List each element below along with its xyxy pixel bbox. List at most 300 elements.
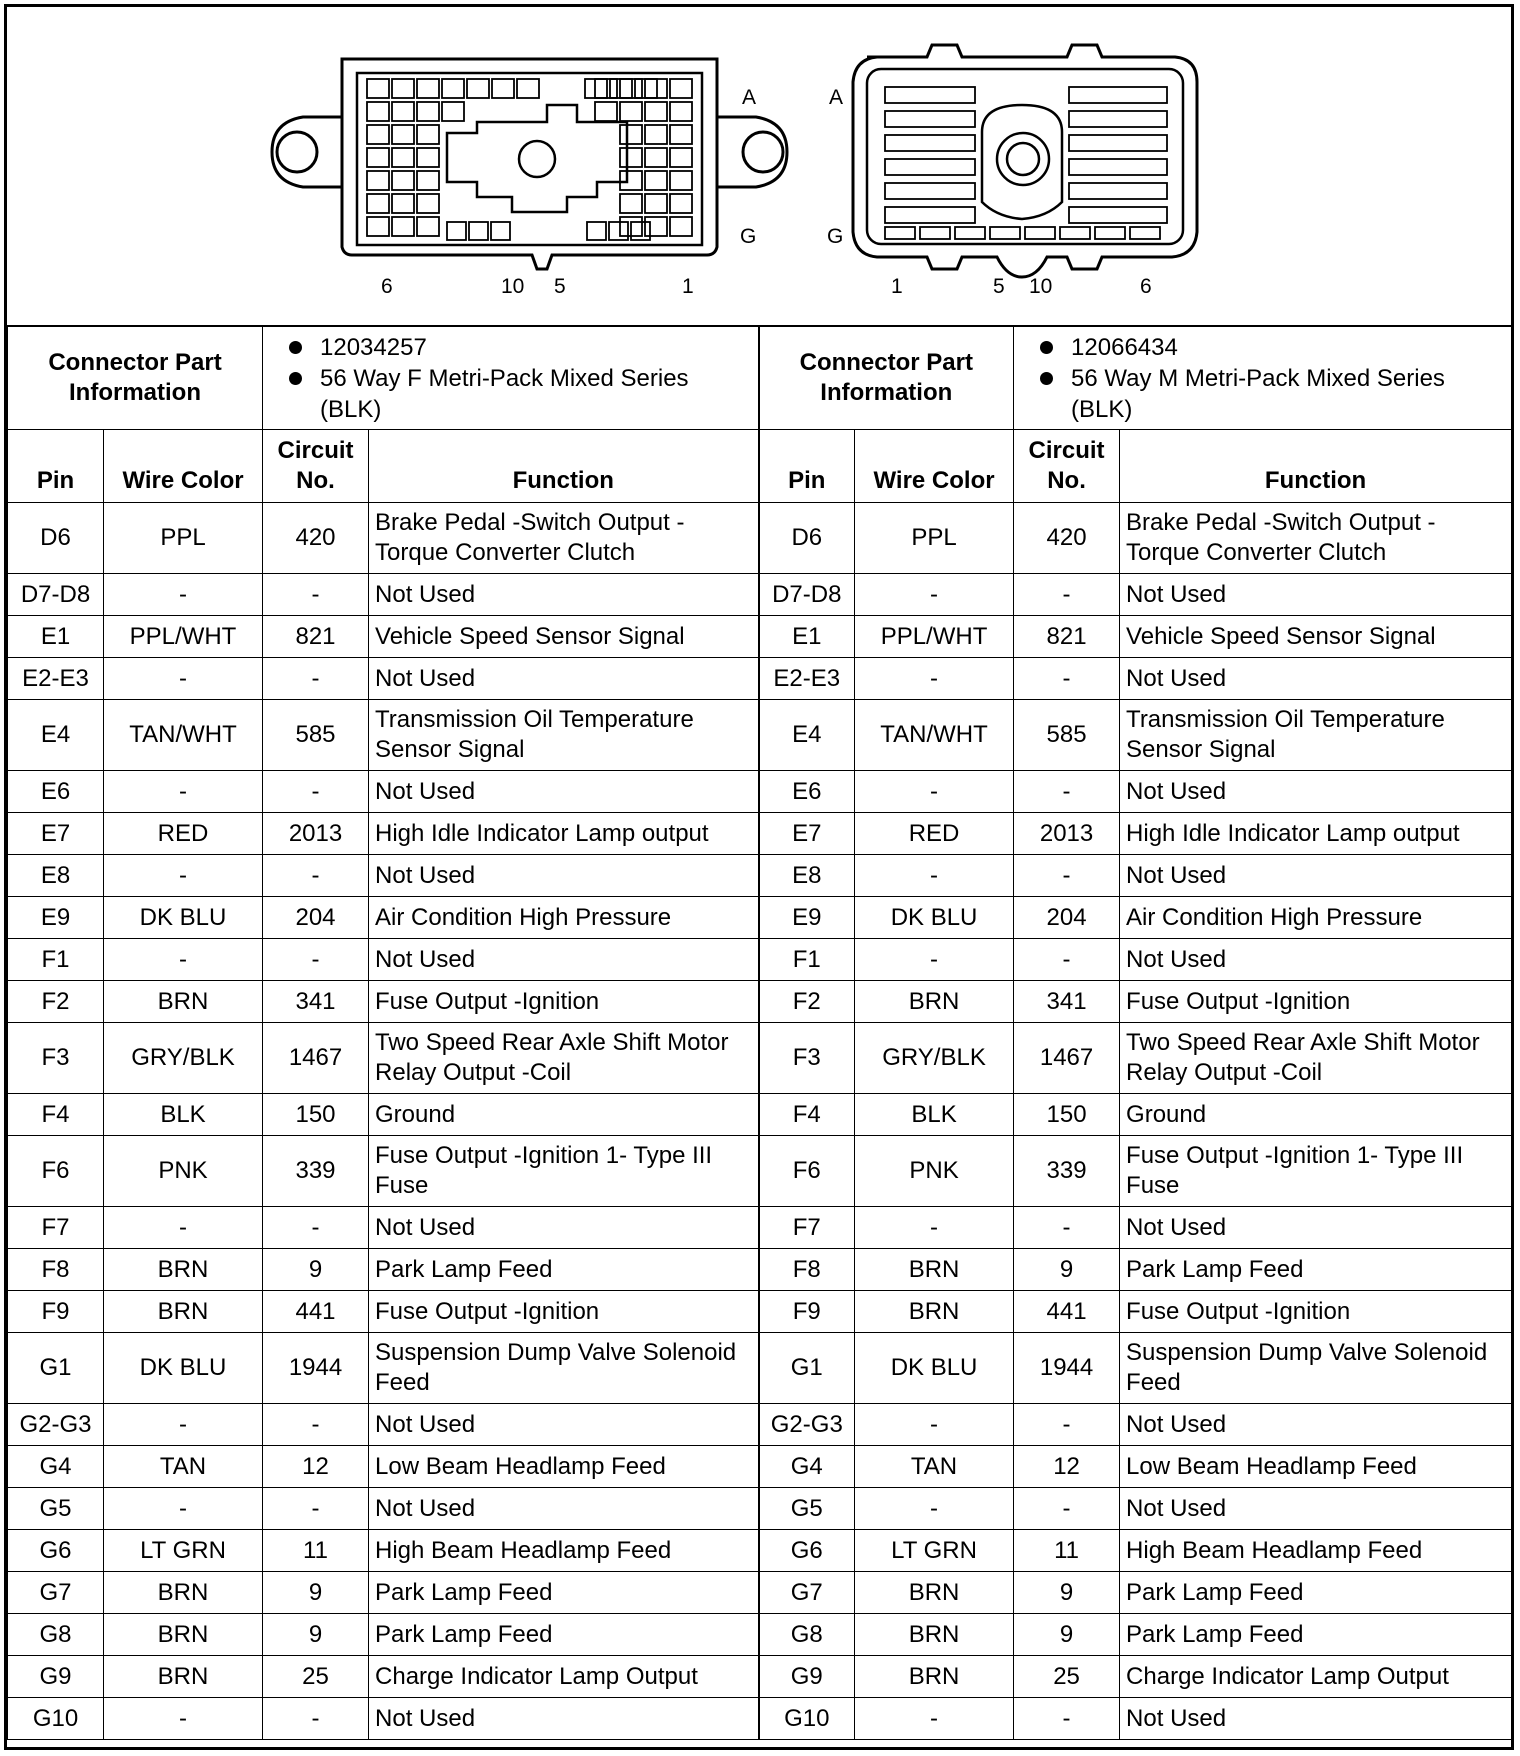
- right-wire-color-cell: -: [855, 1404, 1014, 1446]
- terminal-cavity: [1095, 227, 1125, 239]
- terminal-cavity: [885, 87, 975, 103]
- left-wire-color-cell: -: [104, 1404, 263, 1446]
- table-row: [8, 574, 1512, 616]
- right-circuit-cell: 25: [1014, 1656, 1120, 1698]
- terminal-cavity: [467, 79, 489, 98]
- left-pin-label-6: 6: [381, 275, 393, 298]
- right-wire-color-cell: -: [855, 1207, 1014, 1249]
- left-function-cell: Ground: [369, 1094, 759, 1136]
- right-function-cell: Charge Indicator Lamp Output: [1120, 1656, 1512, 1698]
- left-wire-color-cell: DK BLU: [104, 1333, 263, 1404]
- table-row: [8, 813, 1512, 855]
- left-pin-cell: D6: [8, 503, 104, 574]
- terminal-cavity: [1060, 227, 1090, 239]
- right-pin-cell: F2: [759, 981, 855, 1023]
- left-function-cell: Two Speed Rear Axle Shift Motor Relay Output -Coil: [369, 1023, 759, 1094]
- left-pin-cell: E2-E3: [8, 658, 104, 700]
- right-header-pin: Pin: [759, 430, 855, 503]
- terminal-cavity: [392, 79, 414, 98]
- left-wire-color-cell: BRN: [104, 1249, 263, 1291]
- table-row: [8, 855, 1512, 897]
- left-pin-label-5: 5: [554, 275, 566, 298]
- left-function-cell: Not Used: [369, 855, 759, 897]
- right-wire-color-cell: BLK: [855, 1094, 1014, 1136]
- terminal-cavity: [367, 217, 389, 236]
- right-pin-cell: E9: [759, 897, 855, 939]
- terminal-cavity: [670, 125, 692, 144]
- left-circuit-cell: 585: [263, 700, 369, 771]
- table-row: [8, 1404, 1512, 1446]
- left-pin-cell: E9: [8, 897, 104, 939]
- left-circuit-cell: 9: [263, 1572, 369, 1614]
- left-bottom-row-label: G: [740, 225, 757, 248]
- left-circuit-cell: -: [263, 658, 369, 700]
- left-pin-cell: G9: [8, 1656, 104, 1698]
- left-function-cell: Charge Indicator Lamp Output: [369, 1656, 759, 1698]
- right-function-cell: Not Used: [1120, 855, 1512, 897]
- terminal-cavity: [1069, 135, 1167, 151]
- right-circuit-cell: -: [1014, 939, 1120, 981]
- right-wire-color-cell: DK BLU: [855, 897, 1014, 939]
- left-function-cell: High Beam Headlamp Feed: [369, 1530, 759, 1572]
- right-pin-cell: G5: [759, 1488, 855, 1530]
- right-circuit-cell: -: [1014, 771, 1120, 813]
- table-row: [8, 981, 1512, 1023]
- left-function-cell: Not Used: [369, 1207, 759, 1249]
- terminal-cavity: [492, 79, 514, 98]
- left-wire-color-cell: BRN: [104, 1291, 263, 1333]
- left-circuit-cell: -: [263, 855, 369, 897]
- table-row: [8, 771, 1512, 813]
- terminal-cavity: [587, 222, 606, 240]
- right-info-details: [1014, 326, 1512, 430]
- right-wire-color-cell: BRN: [855, 1291, 1014, 1333]
- left-part-description: 56 Way F Metri-Pack Mixed Series (BLK): [320, 365, 689, 423]
- right-bottom-row-label: G: [827, 225, 844, 248]
- right-pin-cell: G9: [759, 1656, 855, 1698]
- right-circuit-cell: -: [1014, 574, 1120, 616]
- column-header-row: [8, 430, 1512, 503]
- left-circuit-cell: -: [263, 1698, 369, 1740]
- right-pin-label-6: 6: [1140, 275, 1152, 298]
- connector-diagrams: [7, 7, 1511, 327]
- right-wire-color-cell: PPL: [855, 503, 1014, 574]
- left-pin-cell: E4: [8, 700, 104, 771]
- right-circuit-cell: 1944: [1014, 1333, 1120, 1404]
- bullet-icon: [1040, 372, 1053, 385]
- right-circuit-cell: 821: [1014, 616, 1120, 658]
- terminal-cavity: [920, 227, 950, 239]
- left-function-cell: Fuse Output -Ignition 1- Type III Fuse: [369, 1136, 759, 1207]
- left-pin-cell: E6: [8, 771, 104, 813]
- terminal-cavity: [417, 102, 439, 121]
- left-function-cell: Park Lamp Feed: [369, 1614, 759, 1656]
- left-info-details: [263, 326, 759, 430]
- table-row: [8, 897, 1512, 939]
- left-circuit-cell: 2013: [263, 813, 369, 855]
- terminal-cavity: [417, 217, 439, 236]
- left-pin-cell: G6: [8, 1530, 104, 1572]
- table-row: [8, 1530, 1512, 1572]
- right-header-wire-color: Wire Color: [855, 430, 1014, 503]
- left-wire-color-cell: -: [104, 939, 263, 981]
- right-wire-color-cell: BRN: [855, 1249, 1014, 1291]
- right-pin-cell: E6: [759, 771, 855, 813]
- right-function-cell: Two Speed Rear Axle Shift Motor Relay Output -Coil: [1120, 1023, 1512, 1094]
- left-pin-cell: F4: [8, 1094, 104, 1136]
- left-wire-color-cell: TAN: [104, 1446, 263, 1488]
- right-circuit-cell: -: [1014, 1207, 1120, 1249]
- left-circuit-cell: -: [263, 574, 369, 616]
- right-circuit-cell: 9: [1014, 1572, 1120, 1614]
- left-function-cell: Not Used: [369, 1488, 759, 1530]
- right-function-cell: Low Beam Headlamp Feed: [1120, 1446, 1512, 1488]
- left-function-cell: Park Lamp Feed: [369, 1249, 759, 1291]
- table-row: [8, 1291, 1512, 1333]
- right-pin-cell: G8: [759, 1614, 855, 1656]
- terminal-cavity: [670, 79, 692, 98]
- right-circuit-cell: 1467: [1014, 1023, 1120, 1094]
- terminal-cavity: [620, 79, 642, 98]
- left-pin-cell: G4: [8, 1446, 104, 1488]
- terminal-cavity: [885, 111, 975, 127]
- terminal-cavity: [367, 194, 389, 213]
- right-pin-label-1: 1: [891, 275, 903, 298]
- right-top-row-label: A: [829, 86, 844, 109]
- left-wire-color-cell: BRN: [104, 981, 263, 1023]
- left-function-cell: High Idle Indicator Lamp output: [369, 813, 759, 855]
- right-circuit-cell: -: [1014, 1404, 1120, 1446]
- right-wire-color-cell: -: [855, 658, 1014, 700]
- left-pin-cell: G2-G3: [8, 1404, 104, 1446]
- left-circuit-cell: 1467: [263, 1023, 369, 1094]
- left-circuit-cell: 12: [263, 1446, 369, 1488]
- right-pin-cell: F3: [759, 1023, 855, 1094]
- right-circuit-cell: 204: [1014, 897, 1120, 939]
- terminal-cavity: [392, 102, 414, 121]
- left-function-cell: Not Used: [369, 1404, 759, 1446]
- left-wire-color-cell: -: [104, 658, 263, 700]
- terminal-cavity: [1069, 111, 1167, 127]
- left-pin-cell: E7: [8, 813, 104, 855]
- terminal-cavity: [392, 125, 414, 144]
- left-circuit-cell: 441: [263, 1291, 369, 1333]
- left-wire-color-cell: GRY/BLK: [104, 1023, 263, 1094]
- right-function-cell: Brake Pedal -Switch Output - Torque Converter Clutch: [1120, 503, 1512, 574]
- terminal-cavity: [469, 222, 488, 240]
- right-pin-cell: G4: [759, 1446, 855, 1488]
- terminal-cavity: [392, 217, 414, 236]
- right-pin-cell: D7-D8: [759, 574, 855, 616]
- left-wire-color-cell: RED: [104, 813, 263, 855]
- right-wire-color-cell: GRY/BLK: [855, 1023, 1014, 1094]
- left-circuit-cell: -: [263, 1207, 369, 1249]
- left-pin-cell: G5: [8, 1488, 104, 1530]
- left-function-cell: Vehicle Speed Sensor Signal: [369, 616, 759, 658]
- terminal-cavity: [990, 227, 1020, 239]
- terminal-cavity: [955, 227, 985, 239]
- right-pin-cell: F6: [759, 1136, 855, 1207]
- left-circuit-cell: 420: [263, 503, 369, 574]
- right-wire-color-cell: -: [855, 771, 1014, 813]
- left-pin-cell: F6: [8, 1136, 104, 1207]
- terminal-cavity: [442, 102, 464, 121]
- left-header-circuit: Circuit No.: [263, 430, 369, 503]
- bullet-icon: [289, 341, 302, 354]
- right-function-cell: Park Lamp Feed: [1120, 1614, 1512, 1656]
- right-wire-color-cell: PPL/WHT: [855, 616, 1014, 658]
- terminal-cavity: [631, 222, 650, 240]
- right-circuit-cell: 441: [1014, 1291, 1120, 1333]
- bullet-icon: [289, 372, 302, 385]
- table-row: [8, 1249, 1512, 1291]
- right-pin-cell: E4: [759, 700, 855, 771]
- right-pin-cell: G10: [759, 1698, 855, 1740]
- terminal-cavity: [620, 148, 642, 167]
- right-function-cell: Not Used: [1120, 771, 1512, 813]
- left-function-cell: Transmission Oil Temperature Sensor Signal: [369, 700, 759, 771]
- terminal-cavity: [609, 222, 628, 240]
- terminal-cavity: [670, 171, 692, 190]
- right-circuit-cell: 12: [1014, 1446, 1120, 1488]
- right-function-cell: Park Lamp Feed: [1120, 1572, 1512, 1614]
- terminal-cavity: [442, 79, 464, 98]
- table-row: [8, 658, 1512, 700]
- right-wire-color-cell: -: [855, 574, 1014, 616]
- terminal-cavity: [417, 79, 439, 98]
- terminal-cavity: [447, 222, 466, 240]
- left-function-cell: Brake Pedal -Switch Output - Torque Converter Clutch: [369, 503, 759, 574]
- right-function-cell: Fuse Output -Ignition 1- Type III Fuse: [1120, 1136, 1512, 1207]
- terminal-cavity: [392, 148, 414, 167]
- left-wire-color-cell: TAN/WHT: [104, 700, 263, 771]
- terminal-cavity: [645, 125, 667, 144]
- table-row: [8, 939, 1512, 981]
- left-circuit-cell: 341: [263, 981, 369, 1023]
- terminal-cavity: [1025, 227, 1055, 239]
- right-circuit-cell: -: [1014, 855, 1120, 897]
- terminal-cavity: [1069, 159, 1167, 175]
- right-function-cell: High Beam Headlamp Feed: [1120, 1530, 1512, 1572]
- terminal-cavity: [367, 171, 389, 190]
- right-function-cell: High Idle Indicator Lamp output: [1120, 813, 1512, 855]
- right-function-cell: Not Used: [1120, 574, 1512, 616]
- right-pin-label-10: 10: [1029, 275, 1053, 298]
- connector-info-row: [8, 326, 1512, 430]
- right-header-function: Function: [1120, 430, 1512, 503]
- right-pin-cell: D6: [759, 503, 855, 574]
- left-circuit-cell: -: [263, 1488, 369, 1530]
- right-circuit-cell: 9: [1014, 1249, 1120, 1291]
- left-pin-label-1: 1: [682, 275, 694, 298]
- right-function-cell: Fuse Output -Ignition: [1120, 981, 1512, 1023]
- left-connector-drawing: [272, 59, 787, 269]
- left-function-cell: Air Condition High Pressure: [369, 897, 759, 939]
- right-part-number: 12066434: [1071, 334, 1178, 361]
- left-pin-cell: G1: [8, 1333, 104, 1404]
- left-pin-cell: F9: [8, 1291, 104, 1333]
- left-info-heading: Connector Part Information: [8, 326, 263, 430]
- right-wire-color-cell: -: [855, 855, 1014, 897]
- right-pin-cell: F8: [759, 1249, 855, 1291]
- terminal-cavity: [645, 171, 667, 190]
- terminal-cavity: [620, 102, 642, 121]
- left-pin-cell: F3: [8, 1023, 104, 1094]
- terminal-cavity: [635, 79, 657, 98]
- right-function-cell: Air Condition High Pressure: [1120, 897, 1512, 939]
- left-function-cell: Suspension Dump Valve Solenoid Feed: [369, 1333, 759, 1404]
- left-pin-cell: F2: [8, 981, 104, 1023]
- left-info-item: [269, 332, 752, 363]
- right-circuit-cell: 341: [1014, 981, 1120, 1023]
- table-row: [8, 616, 1512, 658]
- right-pin-cell: G1: [759, 1333, 855, 1404]
- right-circuit-cell: -: [1014, 658, 1120, 700]
- table-row: [8, 1614, 1512, 1656]
- right-circuit-cell: 150: [1014, 1094, 1120, 1136]
- left-wire-color-cell: BRN: [104, 1656, 263, 1698]
- terminal-cavity: [885, 135, 975, 151]
- terminal-cavity: [620, 125, 642, 144]
- left-wire-color-cell: PNK: [104, 1136, 263, 1207]
- right-wire-color-cell: TAN/WHT: [855, 700, 1014, 771]
- right-pin-cell: E2-E3: [759, 658, 855, 700]
- terminal-cavity: [595, 79, 617, 98]
- terminal-cavity: [885, 227, 915, 239]
- right-circuit-cell: 2013: [1014, 813, 1120, 855]
- terminal-cavity: [517, 79, 539, 98]
- right-wire-color-cell: PNK: [855, 1136, 1014, 1207]
- terminal-cavity: [645, 194, 667, 213]
- left-wire-color-cell: -: [104, 1207, 263, 1249]
- left-function-cell: Not Used: [369, 771, 759, 813]
- right-circuit-cell: -: [1014, 1488, 1120, 1530]
- table-row: [8, 503, 1512, 574]
- left-circuit-cell: -: [263, 1404, 369, 1446]
- table-row: [8, 1698, 1512, 1740]
- terminal-cavity: [585, 79, 607, 98]
- left-wire-color-cell: -: [104, 771, 263, 813]
- terminal-cavity: [595, 102, 617, 121]
- left-wire-color-cell: DK BLU: [104, 897, 263, 939]
- pinout-table: [7, 325, 1512, 1740]
- right-function-cell: Not Used: [1120, 939, 1512, 981]
- table-row: [8, 1488, 1512, 1530]
- right-circuit-cell: 339: [1014, 1136, 1120, 1207]
- left-wire-color-cell: LT GRN: [104, 1530, 263, 1572]
- right-wire-color-cell: BRN: [855, 981, 1014, 1023]
- terminal-cavity: [417, 171, 439, 190]
- right-function-cell: Not Used: [1120, 1488, 1512, 1530]
- left-wire-color-cell: -: [104, 1488, 263, 1530]
- table-row: [8, 1572, 1512, 1614]
- left-pin-cell: G8: [8, 1614, 104, 1656]
- right-pin-label-5: 5: [993, 275, 1005, 298]
- right-function-cell: Suspension Dump Valve Solenoid Feed: [1120, 1333, 1512, 1404]
- table-row: [8, 700, 1512, 771]
- terminal-cavity: [1069, 207, 1167, 223]
- terminal-cavity: [367, 102, 389, 121]
- right-pin-cell: G2-G3: [759, 1404, 855, 1446]
- table-row: [8, 1446, 1512, 1488]
- right-wire-color-cell: -: [855, 1488, 1014, 1530]
- table-row: [8, 1094, 1512, 1136]
- connector-end-view-sheet: [4, 4, 1514, 1750]
- left-pin-cell: D7-D8: [8, 574, 104, 616]
- left-pin-cell: E1: [8, 616, 104, 658]
- terminal-cavity: [670, 194, 692, 213]
- table-row: [8, 1023, 1512, 1094]
- left-circuit-cell: 25: [263, 1656, 369, 1698]
- terminal-cavity: [367, 125, 389, 144]
- right-info-heading: Connector Part Information: [759, 326, 1014, 430]
- terminal-cavity: [885, 207, 975, 223]
- right-circuit-cell: 11: [1014, 1530, 1120, 1572]
- table-row: [8, 1656, 1512, 1698]
- right-function-cell: Fuse Output -Ignition: [1120, 1291, 1512, 1333]
- terminal-cavity: [1069, 183, 1167, 199]
- left-pin-cell: G7: [8, 1572, 104, 1614]
- left-wire-color-cell: PPL: [104, 503, 263, 574]
- left-wire-color-cell: -: [104, 1698, 263, 1740]
- right-pin-cell: G6: [759, 1530, 855, 1572]
- right-circuit-cell: -: [1014, 1698, 1120, 1740]
- terminal-cavity: [417, 194, 439, 213]
- terminal-cavity: [392, 171, 414, 190]
- table-row: [8, 1333, 1512, 1404]
- left-wire-color-cell: PPL/WHT: [104, 616, 263, 658]
- terminal-cavity: [885, 183, 975, 199]
- left-function-cell: Low Beam Headlamp Feed: [369, 1446, 759, 1488]
- left-circuit-cell: 821: [263, 616, 369, 658]
- left-info-item: [269, 363, 752, 425]
- right-wire-color-cell: TAN: [855, 1446, 1014, 1488]
- right-wire-color-cell: -: [855, 939, 1014, 981]
- right-wire-color-cell: BRN: [855, 1572, 1014, 1614]
- terminal-cavity: [367, 148, 389, 167]
- terminal-cavity: [645, 148, 667, 167]
- right-pin-cell: F7: [759, 1207, 855, 1249]
- left-circuit-cell: 9: [263, 1614, 369, 1656]
- left-circuit-cell: 339: [263, 1136, 369, 1207]
- right-function-cell: Transmission Oil Temperature Sensor Signal: [1120, 700, 1512, 771]
- left-circuit-cell: -: [263, 939, 369, 981]
- terminal-cavity: [645, 217, 667, 236]
- terminal-cavity: [670, 217, 692, 236]
- right-part-description: 56 Way M Metri-Pack Mixed Series (BLK): [1071, 365, 1445, 423]
- left-circuit-cell: 204: [263, 897, 369, 939]
- left-function-cell: Not Used: [369, 939, 759, 981]
- left-pin-cell: F7: [8, 1207, 104, 1249]
- right-function-cell: Not Used: [1120, 1404, 1512, 1446]
- left-circuit-cell: -: [263, 771, 369, 813]
- terminal-cavity: [1069, 87, 1167, 103]
- left-function-cell: Not Used: [369, 574, 759, 616]
- left-function-cell: Fuse Output -Ignition: [369, 981, 759, 1023]
- table-row: [8, 1207, 1512, 1249]
- left-wire-color-cell: BLK: [104, 1094, 263, 1136]
- terminal-cavity: [645, 102, 667, 121]
- right-pin-cell: E8: [759, 855, 855, 897]
- right-circuit-cell: 585: [1014, 700, 1120, 771]
- left-wire-color-cell: -: [104, 855, 263, 897]
- right-connector-cavities: [885, 87, 1167, 239]
- left-header-function: Function: [369, 430, 759, 503]
- right-pin-cell: E7: [759, 813, 855, 855]
- left-header-pin: Pin: [8, 430, 104, 503]
- right-pin-cell: E1: [759, 616, 855, 658]
- right-pin-cell: F4: [759, 1094, 855, 1136]
